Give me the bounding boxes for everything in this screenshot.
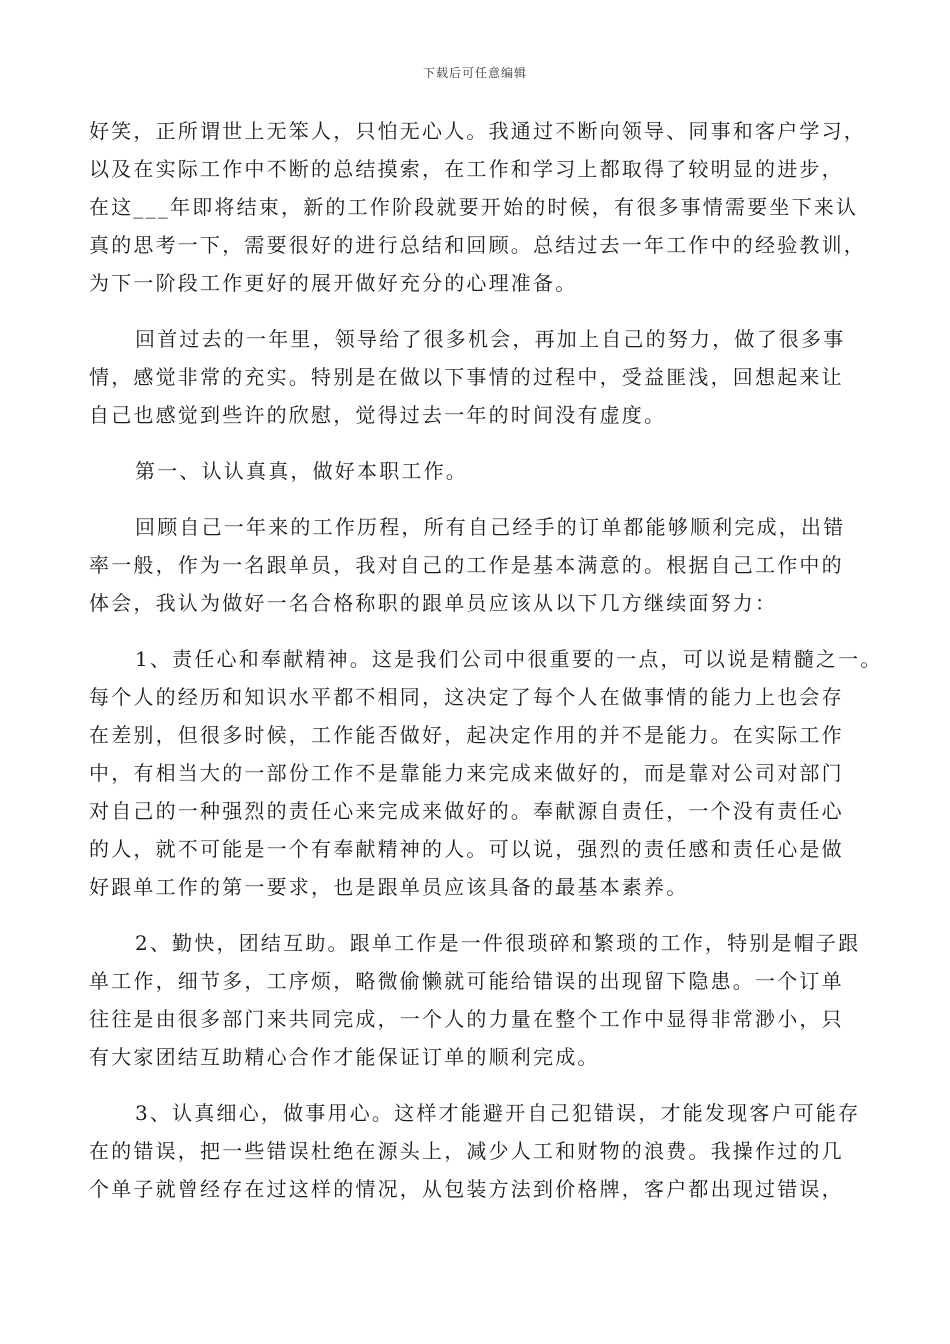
text-line: 中，有相当大的一部份工作不是靠能力来完成来做好的，而是靠对公司对部门	[89, 761, 844, 785]
text-line: 第一、认认真真，做好本职工作。	[135, 459, 468, 483]
text-line: 每个人的经历和知识水平都不相同，这决定了每个人在做事情的能力上也会存	[89, 685, 844, 709]
text-line: 1、责任心和奉献精神。这是我们公司中很重要的一点，可以说是精髓之一。	[135, 647, 883, 671]
paragraph	[89, 640, 883, 906]
page-header: 下载后可任意编辑	[422, 66, 527, 80]
text-line: 回首过去的一年里，领导给了很多机会，再加上自己的努力，做了很多事	[135, 327, 846, 351]
paragraph	[89, 452, 879, 490]
text-line: 在这___年即将结束，新的工作阶段就要开始的时候，有很多事情需要坐下来认	[89, 195, 859, 219]
text-line: 好跟单工作的第一要求，也是跟单员应该具备的最基本素养。	[89, 875, 689, 899]
text-line: 自己也感觉到些许的欣慰，觉得过去一年的时间没有虚度。	[89, 403, 667, 427]
text-line: 2、勤快，团结互助。跟单工作是一件很琐碎和繁琐的工作，特别是帽子跟	[135, 931, 861, 955]
paragraph	[89, 508, 879, 622]
document-body	[89, 112, 883, 1208]
text-line: 好笑，正所谓世上无笨人，只怕无心人。我通过不断向领导、同事和客户学习，	[89, 119, 866, 143]
text-line: 回顾自己一年来的工作历程，所有自己经手的订单都能够顺利完成，出错	[135, 515, 846, 539]
text-line: 单工作，细节多，工序烦，略微偷懒就可能给错误的出现留下隐患。一个订单	[89, 969, 844, 993]
text-line: 有大家团结互助精心合作才能保证订单的顺利完成。	[89, 1045, 600, 1069]
text-line: 真的思考一下，需要很好的进行总结和回顾。总结过去一年工作中的经验教训，	[89, 233, 866, 257]
paragraph	[89, 924, 879, 1076]
text-line: 对自己的一种强烈的责任心来完成来做好的。奉献源自责任，一个没有责任心	[89, 799, 844, 823]
text-line: 情，感觉非常的充实。特别是在做以下事情的过程中，受益匪浅，回想起来让	[89, 365, 844, 389]
text-line: 在的错误，把一些错误杜绝在源头上，减少人工和财物的浪费。我操作过的几	[89, 1139, 844, 1163]
text-line: 个单子就曾经存在过这样的情况，从包装方法到价格牌，客户都出现过错误，	[89, 1177, 844, 1201]
text-line: 在差别，但很多时候，工作能否做好，起决定作用的并不是能力。在实际工作	[89, 723, 844, 747]
text-line: 往往是由很多部门来共同完成，一个人的力量在整个工作中显得非常渺小，只	[89, 1007, 844, 1031]
paragraph	[89, 320, 879, 434]
text-line: 为下一阶段工作更好的展开做好充分的心理准备。	[89, 271, 578, 295]
paragraph	[89, 1094, 879, 1208]
text-line: 率一般，作为一名跟单员，我对自己的工作是基本满意的。根据自己工作中的	[89, 553, 844, 577]
text-line: 体会，我认为做好一名合格称职的跟单员应该从以下几方继续面努力：	[89, 591, 778, 615]
paragraph	[89, 112, 879, 302]
text-line: 以及在实际工作中不断的总结摸索，在工作和学习上都取得了较明显的进步，	[89, 157, 844, 181]
text-line: 3、认真细心，做事用心。这样才能避开自己犯错误，才能发现客户可能存	[135, 1101, 861, 1125]
text-line: 的人，就不可能是一个有奉献精神的人。可以说，强烈的责任感和责任心是做	[89, 837, 844, 861]
